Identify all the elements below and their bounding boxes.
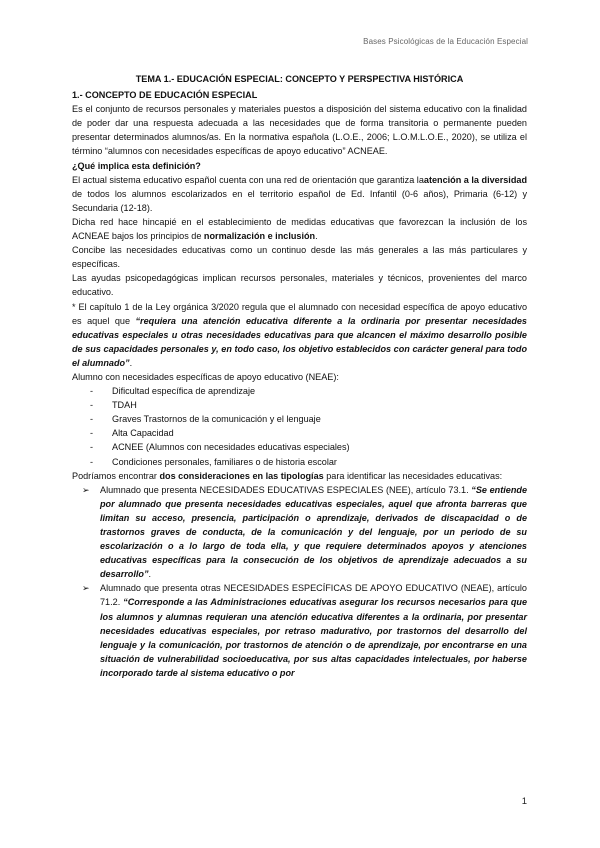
paragraph-resources: Las ayudas psicopedagógicas implican recursos personales, materiales y técnicos, provenientes del marco educativo. (72, 273, 527, 298)
arrow-bullet-icon: ➢ (82, 484, 90, 495)
text-span: . (148, 569, 152, 580)
list-item: - Alta Capacidad (90, 426, 527, 440)
bold-span: atención a la diversidad (423, 174, 527, 185)
page-number: 1 (521, 796, 527, 807)
document-title: TEMA 1.- EDUCACIÓN ESPECIAL: CONCEPTO Y PERSPECTIVA HISTÓRICA (135, 74, 464, 84)
text-span: * El capítulo 1 de la Ley orgánica 3/2020 regula que el alumnado con necesidad específica de apoyo educativo es aquel que (72, 301, 527, 326)
quote-span: “Se entiende por alumnado que presenta necesidades educativas especiales, aquel que afronta barreras que limitan su acceso, presencia, participación o aprendizaje, derivados de discapacidad o de trastornos graves de conducta, de la comunicación y del lenguaje, por un periodo de su escolarización o a lo largo de toda ella, y que requiere determinados apoyos y atenciones educativas específicas para la consecución de los objetivos de aprendizaje adecuados a su desarrollo” (100, 484, 527, 580)
section-heading: 1.- CONCEPTO DE EDUCACIÓN ESPECIAL (72, 90, 258, 101)
list-item: - ACNEE (Alumnos con necesidades educativas especiales) (90, 440, 527, 454)
paragraph-typologies (72, 469, 527, 483)
text-span: . (315, 231, 318, 242)
list-item: - Graves Trastornos de la comunicación y el lenguaje (90, 412, 527, 426)
paragraph-definition: Es el conjunto de recursos personales y materiales puestos a disposición del sistema educativo con la finalidad de poder dar una respuesta adecuada a las necesidades que de forma transitoria o permanente pueden presentar determinados alumnos/as. En la normativa española (L.O.E., 2006; L.O.M.L.O.E., 2020), se utiliza el término “alumnos con necesidades específicas de apoyo educativo” ACNEAE. (72, 104, 527, 157)
bold-span: dos consideraciones en las tipologías (159, 470, 324, 481)
document-body (72, 66, 527, 680)
arrow-bullet-icon: ➢ (82, 583, 90, 594)
text-span: El actual sistema educativo español cuenta con una red de orientación que garantiza la (72, 174, 424, 185)
bold-span: normalización e inclusión (203, 231, 316, 242)
text-span: Podríamos encontrar (72, 470, 160, 481)
text-span: de todos los alumnos escolarizados en el territorio español de Ed. Infantil (0-6 años), Primaria (6-12) y Secundaria (12-18). (72, 188, 527, 213)
quote-span: “Corresponde a las Administraciones educativas asegurar los recursos necesarios para que los alumnos y alumnas requieran una atención educativa diferentes a la ordinaria, por presentar necesidades educativas especiales, por retraso madurativo, por trastornos del desarrollo del lenguaje y la comunicación, por trastornos de atención o de aprendizaje, por encontrarse en una situación de vulnerabilidad socioeducativa, por sus altas capacidades intelectuales, por haberse incorporado tarde al sistema educativo o por (100, 597, 527, 678)
text-span: . (129, 357, 133, 368)
list-item: - TDAH (90, 398, 527, 412)
text-span: para identificar las necesidades educativas: (323, 470, 503, 481)
text-span: Dicha red hace hincapié en el establecimiento de medidas educativas que favorezcan la inclusión de los ACNEAE bajos los principios de (72, 216, 527, 242)
text-span: Alumnado que presenta NECESIDADES EDUCATIVAS ESPECIALES (NEE), artículo 73.1. (100, 484, 472, 495)
quote-span: “requiera una atención educativa diferente a la ordinaria por presentar necesidades educativas especiales u otras necesidades educativas para que alcancen el máximo desarrollo posible de sus capacidades personales y, en todo caso, los objetivo establecidos con carácter general para todo el alumnado” (72, 315, 527, 368)
list-item-nee (82, 483, 527, 582)
typology-list (72, 483, 527, 680)
neae-list (72, 384, 527, 469)
paragraph-continuum: Concibe las necesidades educativas como un continuo desde las más generales a las más particulares y específicas. (72, 245, 527, 270)
list-item: - Dificultad específica de aprendizaje (90, 384, 527, 398)
paragraph-diversity (72, 173, 527, 215)
list-item: - Condiciones personales, familiares o de historia escolar (90, 455, 527, 469)
paragraph-neae-intro: Alumno con necesidades específicas de apoyo educativo (NEAE): (72, 371, 339, 382)
question-heading: ¿Qué implica esta definición? (72, 160, 201, 171)
paragraph-law (72, 300, 527, 370)
list-item-neae (82, 581, 527, 680)
paragraph-inclusion (72, 215, 527, 243)
running-header: Bases Psicológicas de la Educación Especial (363, 37, 528, 46)
text-span: Alumnado que presenta otras NECESIDADES ESPECÍFICAS DE APOYO EDUCATIVO (NEAE), artículo 71.2. (100, 583, 527, 608)
